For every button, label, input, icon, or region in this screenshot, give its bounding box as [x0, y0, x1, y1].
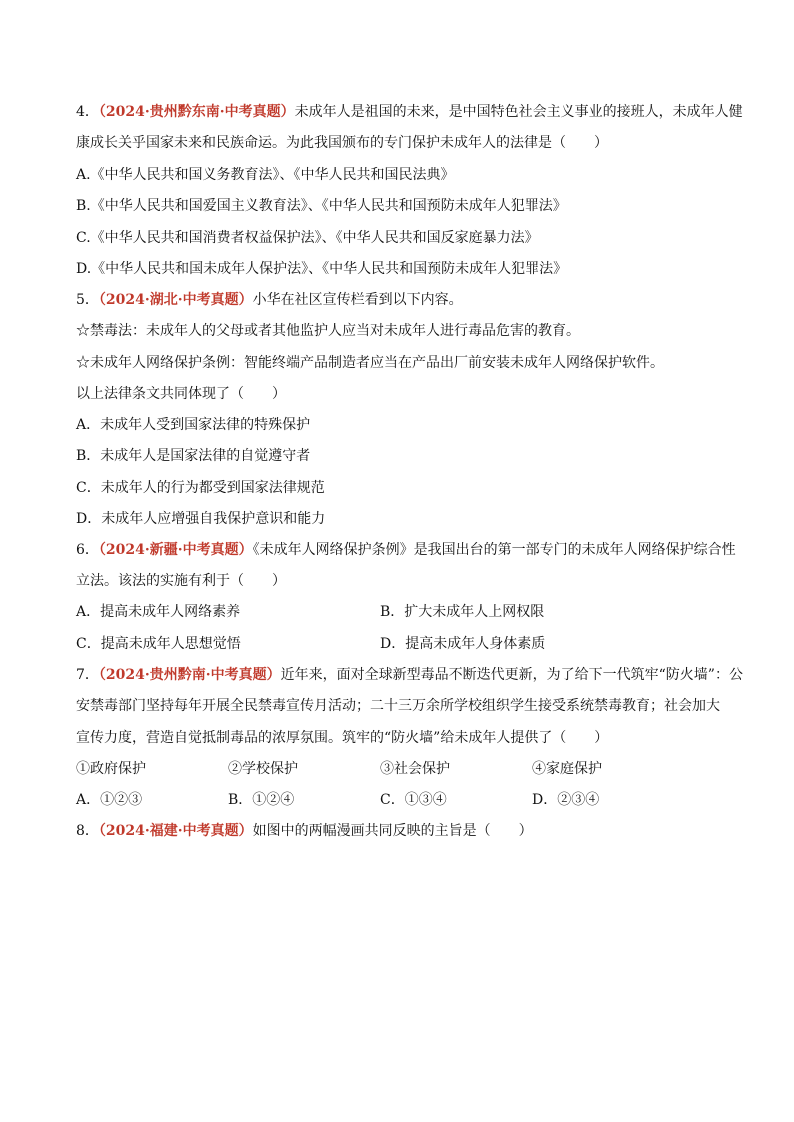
q8-source: （2024·福建·中考真题）: [98, 823, 253, 839]
q6-option-b: B．扩大未成年人上网权限: [380, 604, 545, 620]
q7-item-4: ④家庭保护: [532, 761, 602, 777]
q7-stem-line3: 宣传力度，营造自觉抵制毒品的浓厚氛围。筑牢的“防火墙”给未成年人提供了（ ）: [76, 730, 609, 746]
q7-option-d: D．②③④: [532, 792, 600, 808]
q5-item1: ☆禁毒法：未成年人的父母或者其他监护人应当对未成年人进行毒品危害的教育。: [76, 323, 580, 339]
q7-option-a: A．①②③: [76, 792, 143, 808]
q4-option-d: D.《中华人民共和国未成年人保护法》、《中华人民共和国预防未成年人犯罪法》: [76, 261, 568, 277]
q8-number: 8．: [76, 823, 99, 839]
q5-option-a: A．未成年人受到国家法律的特殊保护: [76, 417, 311, 433]
q7-source: （2024·贵州黔南·中考真题）: [98, 667, 281, 683]
q8-stem-line: [76, 821, 533, 841]
q7-option-c: C．①③④: [380, 792, 447, 808]
q4-stem-line1: [76, 102, 743, 122]
q7-item-1: ①政府保护: [76, 761, 146, 777]
q4-option-b: B.《中华人民共和国爱国主义教育法》、《中华人民共和国预防未成年人犯罪法》: [76, 198, 567, 214]
q5-option-d: D．未成年人应增强自我保护意识和能力: [76, 511, 326, 527]
q7-stem-line2: 安禁毒部门坚持每年开展全民禁毒宣传月活动；二十三万余所学校组织学生接受系统禁毒教育；社会加大: [76, 698, 720, 714]
q6-option-c: C．提高未成年人思想觉悟: [76, 636, 241, 652]
q6-stem-text1: 《未成年人网络保护条例》是我国出台的第一部专门的未成年人网络保护综合性: [252, 542, 736, 558]
q7-stem-line1: [76, 665, 743, 685]
q7-stem-text1: 近年来，面对全球新型毒品不断迭代更新，为了给下一代筑牢“防火墙”：公: [280, 667, 743, 683]
q6-number: 6．: [76, 542, 99, 558]
q5-option-b: B．未成年人是国家法律的自觉遵守者: [76, 448, 311, 464]
q4-option-c: C.《中华人民共和国消费者权益保护法》、《中华人民共和国反家庭暴力法》: [76, 230, 539, 246]
q5-number: 5．: [76, 292, 99, 308]
q6-option-a: A．提高未成年人网络素养: [76, 604, 241, 620]
q4-number: 4．: [76, 104, 99, 120]
q4-source: （2024·贵州黔东南·中考真题）: [98, 104, 295, 120]
q6-source: （2024·新疆·中考真题）: [98, 542, 253, 558]
q6-stem-line2: 立法。该法的实施有利于（ ）: [76, 573, 286, 589]
q5-source: （2024·湖北·中考真题）: [98, 292, 253, 308]
q5-stem-line: [76, 290, 463, 310]
q7-item-3: ③社会保护: [380, 761, 450, 777]
q6-stem-line1: [76, 540, 736, 560]
q8-stem-text: 如图中的两幅漫画共同反映的主旨是（ ）: [252, 823, 533, 839]
q5-option-c: C．未成年人的行为都受到国家法律规范: [76, 480, 325, 496]
q5-item2: ☆未成年人网络保护条例：智能终端产品制造者应当在产品出厂前安装未成年人网络保护软件。: [76, 355, 664, 371]
q4-stem-line2: 康成长关乎国家未来和民族命运。为此我国颁布的专门保护未成年人的法律是（ ）: [76, 135, 608, 151]
q7-number: 7．: [76, 667, 99, 683]
q5-stem-text: 小华在社区宣传栏看到以下内容。: [252, 292, 463, 308]
q4-stem-text1: 未成年人是祖国的未来，是中国特色社会主义事业的接班人，未成年人健: [294, 104, 743, 120]
q4-option-a: A.《中华人民共和国义务教育法》、《中华人民共和国民法典》: [76, 167, 455, 183]
q7-item-2: ②学校保护: [228, 761, 298, 777]
q5-question: 以上法律条文共同体现了（ ）: [76, 386, 286, 402]
q7-option-b: B．①②④: [228, 792, 295, 808]
q6-option-d: D．提高未成年人身体素质: [380, 636, 546, 652]
